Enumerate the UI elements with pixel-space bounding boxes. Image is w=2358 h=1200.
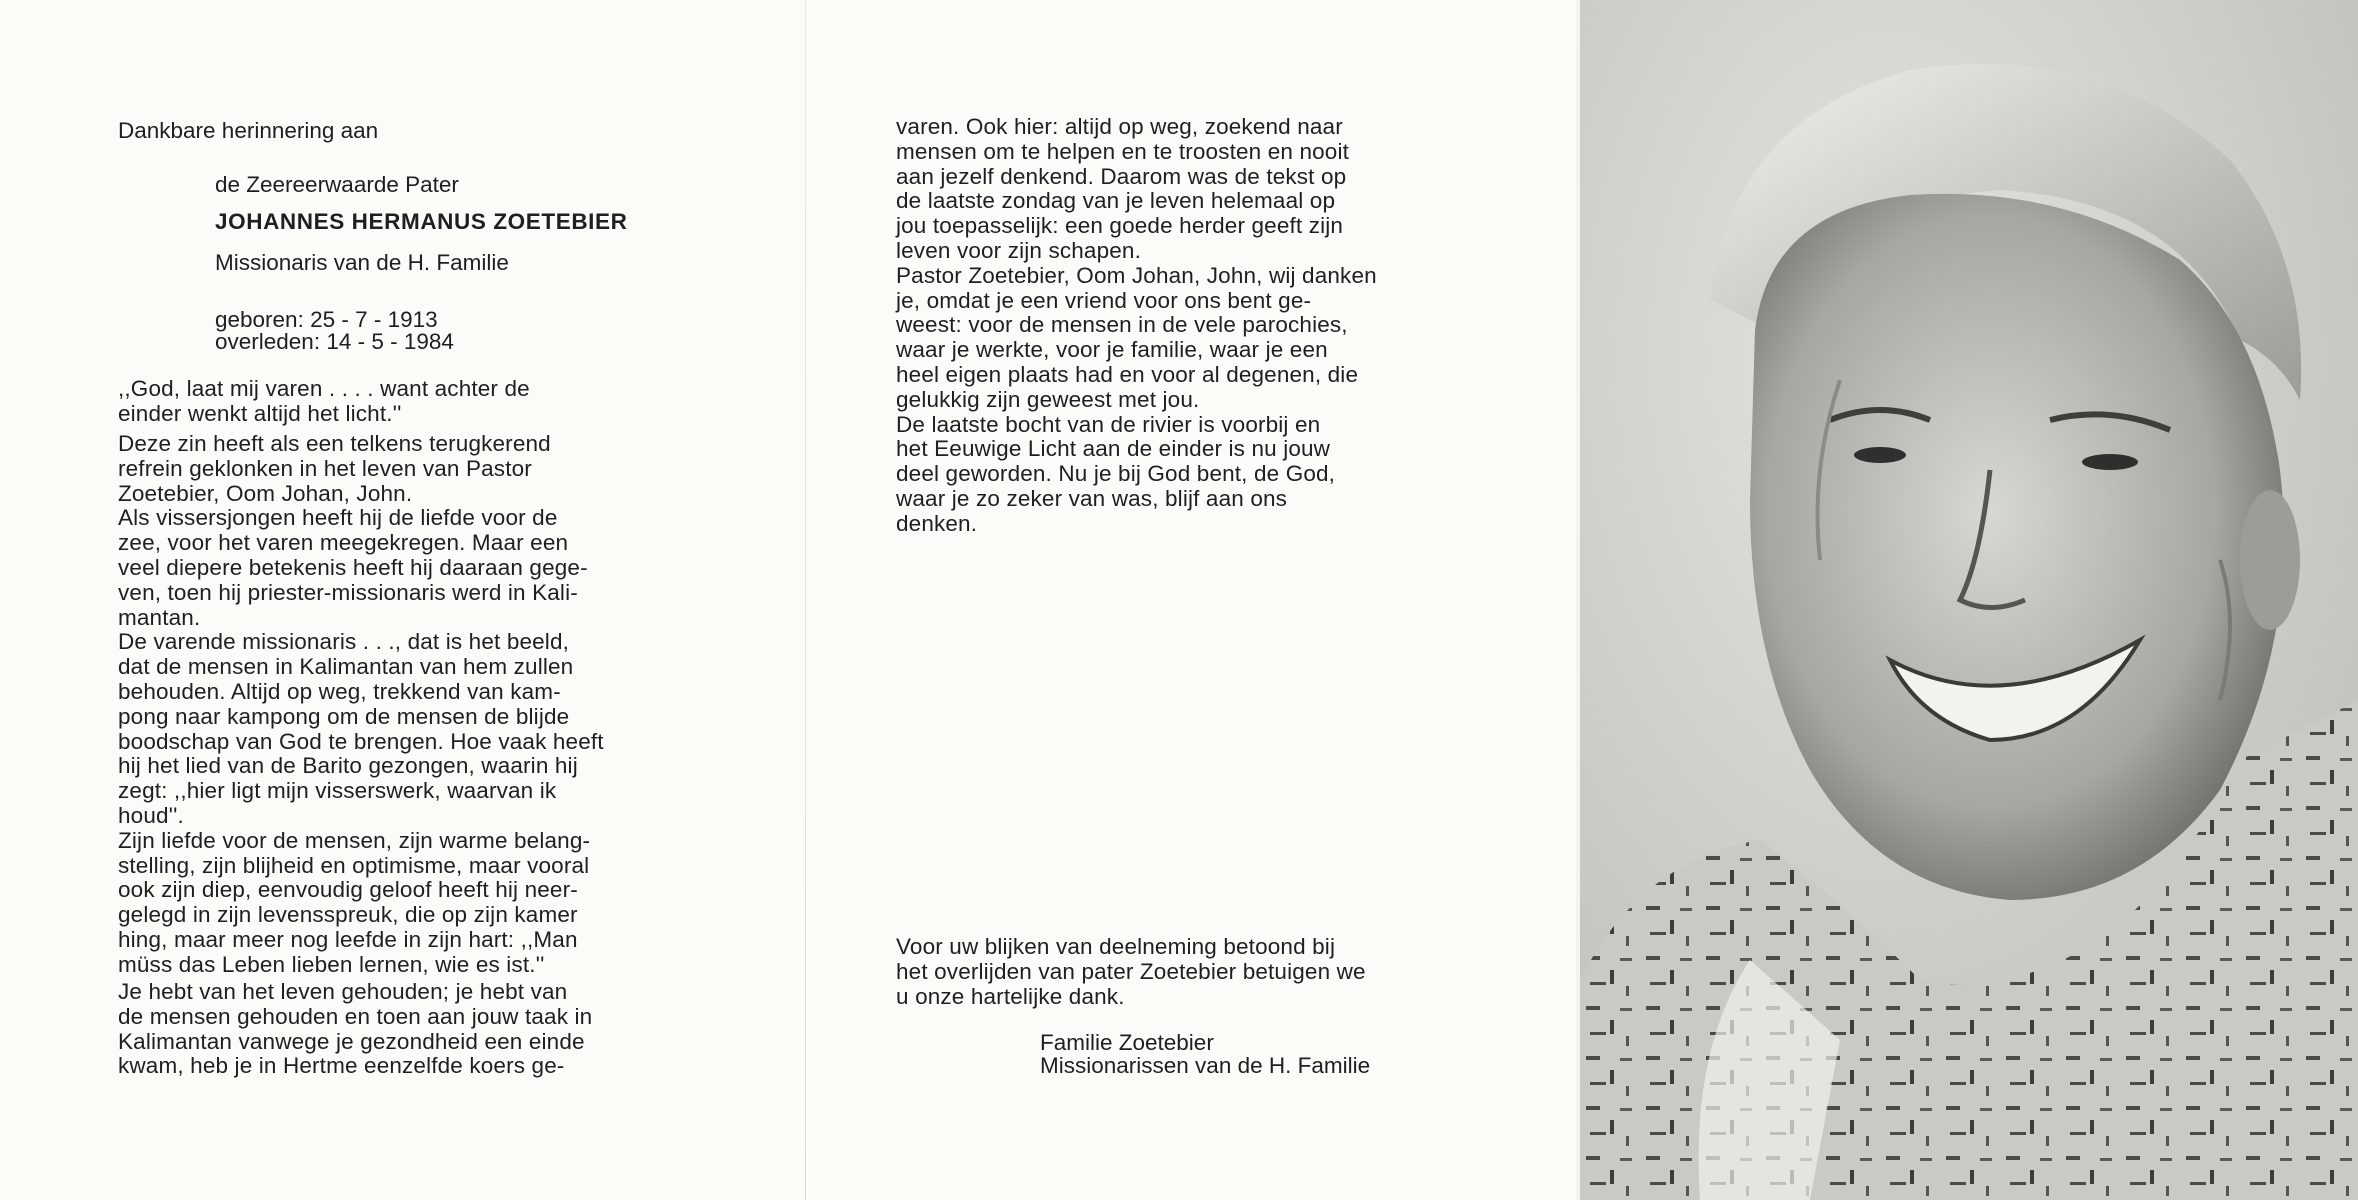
eulogy-paragraph-2: Je hebt van het leven gehouden; je hebt van de mensen gehouden en toen aan jouw taak in Kalimantan vanwege je gezondheid een einde kwam, heb je in Hertme eenzelfde koers ge- — [118, 979, 593, 1079]
portrait-photo — [1580, 0, 2358, 1200]
eulogy-paragraph-1: Deze zin heeft als een telkens terugkerend refrein geklonken in het leven van Pastor Zoetebier, Oom Johan, John. Als vissersjongen heeft hij de liefde voor de zee, voor het varen meegekregen. Maar een veel diepere betekenis heeft hij daaraan gege- ven, toen hij priester-missionaris werd in Kali- mantan. De varende missionaris . . ., dat is het beeld, dat de mensen in Kalimantan van hem zullen behouden. Altijd op weg, trekkend van kam- pong naar kampong om de mensen de blijde boodschap van God te brengen. Hoe vaak heeft hij het lied van de Barito gezongen, waarin hij zegt: ,,hier ligt mijn visserswerk, waarvan ik houd''. Zijn liefde voor de mensen, zijn warme belang- stelling, zijn blijheid en optimisme, maar vooral ook zijn diep, eenvoudig geloof heeft hij neer- gelegd in zijn levensspreuk, die op zijn kamer hing, maar meer nog leefde in zijn hart: ,,Man müss das Leben lieben lernen, wie es ist.'' — [118, 431, 604, 977]
quote: ,,God, laat mij varen . . . . want achter de einder wenkt altijd het licht.'' — [118, 376, 530, 426]
death-date: overleden: 14 - 5 - 1984 — [215, 329, 454, 354]
role: Missionaris van de H. Familie — [215, 250, 509, 275]
birth-date: geboren: 25 - 7 - 1913 — [215, 307, 438, 332]
portrait-image — [1580, 0, 2358, 1200]
thanks-paragraph: Voor uw blijken van deelneming betoond bij het overlijden van pater Zoetebier betuigen we u onze hartelijke dank. — [896, 934, 1366, 1009]
left-card-panel — [0, 0, 806, 1200]
intro-line: Dankbare herinnering aan — [118, 118, 379, 143]
eulogy-paragraph-3: varen. Ook hier: altijd op weg, zoekend naar mensen om te helpen en te troosten en nooit aan jezelf denkend. Daarom was de tekst op de laatste zondag van je leven helemaal op jou toepasselijk: een goede herder geeft zijn leven voor zijn schapen. Pastor Zoetebier, Oom Johan, John, wij danken je, omdat je een vriend voor ons bent ge- weest: voor de mensen in de vele parochies, waar je werkte, voor je familie, waar je een heel eigen plaats had en voor al degenen, die gelukkig zijn geweest met jou. De laatste bocht van de rivier is voorbij en het Eeuwige Licht aan de einder is nu jouw deel geworden. Nu je bij God bent, de God, waar je zo zeker van was, blijf aan ons denken. — [896, 114, 1377, 536]
middle-card-panel — [806, 0, 1576, 1200]
honorific: de Zeereerwaarde Pater — [215, 172, 459, 197]
deceased-name: JOHANNES HERMANUS ZOETEBIER — [215, 209, 628, 234]
signature-congregation: Missionarissen van de H. Familie — [1040, 1053, 1371, 1078]
signature-family: Familie Zoetebier — [1040, 1030, 1214, 1055]
